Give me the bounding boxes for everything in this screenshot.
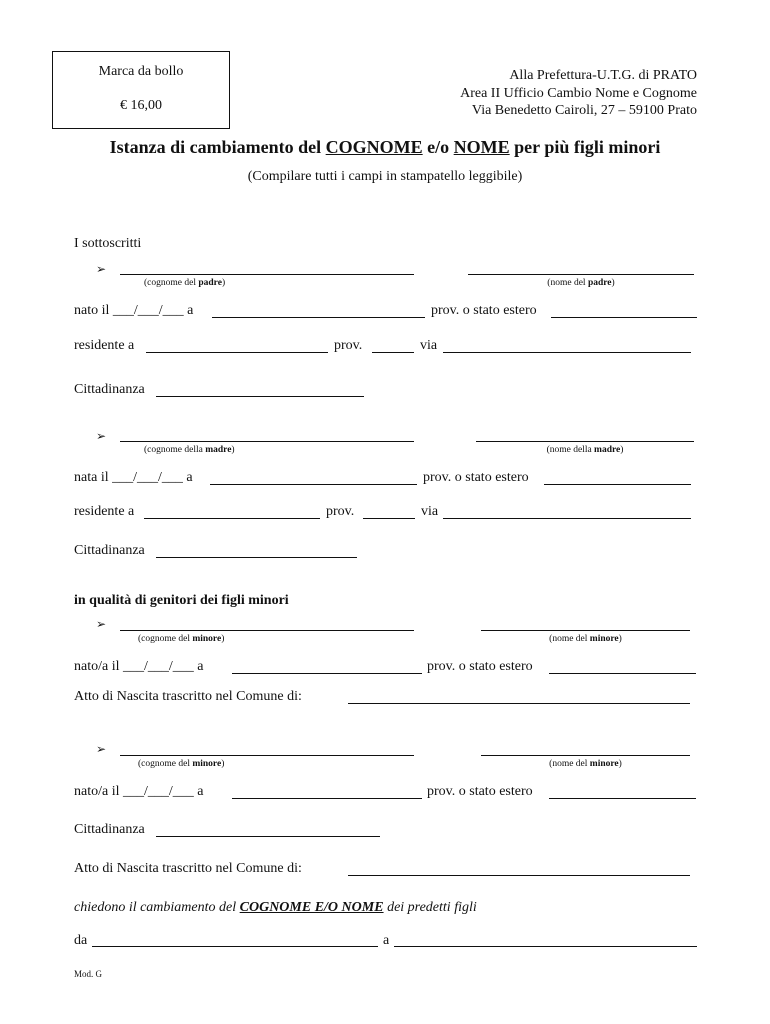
mother-country-field[interactable]: [544, 484, 691, 485]
bullet-icon: ➢: [96, 617, 107, 631]
title-nome: NOME: [453, 137, 510, 157]
mother-name-field[interactable]: [476, 441, 694, 442]
minor1-prov-stato-label: prov. o stato estero: [427, 659, 533, 674]
minor2-country-field[interactable]: [549, 798, 696, 799]
mother-citizenship-field[interactable]: [156, 557, 357, 558]
father-name-caption: (nome del padre): [547, 278, 615, 288]
father-residence-field[interactable]: [146, 352, 328, 353]
mother-surname-caption: (cognome della madre): [144, 445, 235, 455]
mother-birth-label: nata il ___/___/___ a: [74, 470, 193, 485]
father-name-field[interactable]: [468, 274, 694, 275]
minor1-birth-label: nato/a il ___/___/___ a: [74, 659, 204, 674]
minor2-birth-act-label: Atto di Nascita trascritto nel Comune di:: [74, 861, 302, 876]
mother-residence-label: residente a: [74, 504, 135, 519]
minor1-surname-field[interactable]: [120, 630, 414, 631]
to-name-field[interactable]: [394, 946, 697, 947]
mother-prov-label: prov.: [326, 504, 355, 519]
bullet-icon: ➢: [96, 429, 107, 443]
from-name-field[interactable]: [92, 946, 378, 947]
to-label: a: [383, 933, 390, 948]
minor2-prov-stato-label: prov. o stato estero: [427, 784, 533, 799]
title-text: e/o: [422, 137, 454, 157]
recipient-line-3: Via Benedetto Cairoli, 27 – 59100 Prato: [471, 103, 697, 118]
recipient-line-2: Area II Ufficio Cambio Nome e Cognome: [460, 86, 697, 101]
minor2-name-field[interactable]: [481, 755, 690, 756]
mother-via-label: via: [421, 504, 439, 519]
form-code: Mod. G: [74, 969, 103, 979]
minor1-country-field[interactable]: [549, 673, 696, 674]
bullet-icon: ➢: [96, 742, 107, 756]
mother-residence-field[interactable]: [144, 518, 320, 519]
mother-name-caption: (nome della madre): [546, 445, 624, 455]
minor2-surname-caption: (cognome del minore): [138, 759, 225, 769]
title-text: Istanza di cambiamento del: [109, 137, 326, 157]
intro-label: I sottoscritti: [74, 236, 142, 251]
father-birth-label: nato il ___/___/___ a: [74, 303, 194, 318]
father-residence-label: residente a: [74, 338, 135, 353]
bullet-icon: ➢: [96, 262, 107, 276]
minor1-birth-act-field[interactable]: [348, 703, 690, 704]
minor2-surname-field[interactable]: [120, 755, 414, 756]
subtitle: (Compilare tutti i campi in stampatello leggibile): [247, 169, 523, 184]
father-prov-field[interactable]: [372, 352, 414, 353]
stamp-box: [52, 51, 230, 129]
recipient-line-1: Alla Prefettura-U.T.G. di PRATO: [509, 68, 697, 83]
section-minors-heading: in qualità di genitori dei figli minori: [74, 593, 289, 608]
minor2-citizenship-field[interactable]: [156, 836, 380, 837]
stamp-amount: € 16,00: [120, 98, 162, 113]
minor2-citizenship-label: Cittadinanza: [74, 822, 145, 837]
request-text: chiedono il cambiamento del COGNOME E/O NOME dei predetti figli: [74, 900, 477, 915]
father-surname-caption: (cognome del padre): [144, 278, 226, 288]
mother-surname-field[interactable]: [120, 441, 414, 442]
mother-citizenship-label: Cittadinanza: [74, 543, 145, 558]
father-citizenship-label: Cittadinanza: [74, 382, 145, 397]
minor1-surname-caption: (cognome del minore): [138, 634, 225, 644]
father-birthplace-field[interactable]: [212, 317, 425, 318]
minor2-birthplace-field[interactable]: [232, 798, 422, 799]
title-cognome: COGNOME: [325, 137, 423, 157]
father-country-field[interactable]: [551, 317, 697, 318]
father-citizenship-field[interactable]: [156, 396, 364, 397]
mother-birthplace-field[interactable]: [210, 484, 417, 485]
minor1-birthplace-field[interactable]: [232, 673, 422, 674]
minor1-birth-act-label: Atto di Nascita trascritto nel Comune di:: [74, 689, 302, 704]
minor2-birth-label: nato/a il ___/___/___ a: [74, 784, 204, 799]
page-title: [0, 137, 770, 158]
stamp-label: Marca da bollo: [98, 64, 184, 79]
mother-prov-stato-label: prov. o stato estero: [423, 470, 529, 485]
father-via-label: via: [420, 338, 438, 353]
mother-street-field[interactable]: [443, 518, 691, 519]
father-prov-stato-label: prov. o stato estero: [431, 303, 537, 318]
father-street-field[interactable]: [443, 352, 691, 353]
title-text: per più figli minori: [509, 137, 661, 157]
from-label: da: [74, 933, 88, 948]
mother-prov-field[interactable]: [363, 518, 415, 519]
father-prov-label: prov.: [334, 338, 363, 353]
minor2-birth-act-field[interactable]: [348, 875, 690, 876]
father-surname-field[interactable]: [120, 274, 414, 275]
minor1-name-field[interactable]: [481, 630, 690, 631]
minor2-name-caption: (nome del minore): [549, 759, 622, 769]
minor1-name-caption: (nome del minore): [549, 634, 622, 644]
